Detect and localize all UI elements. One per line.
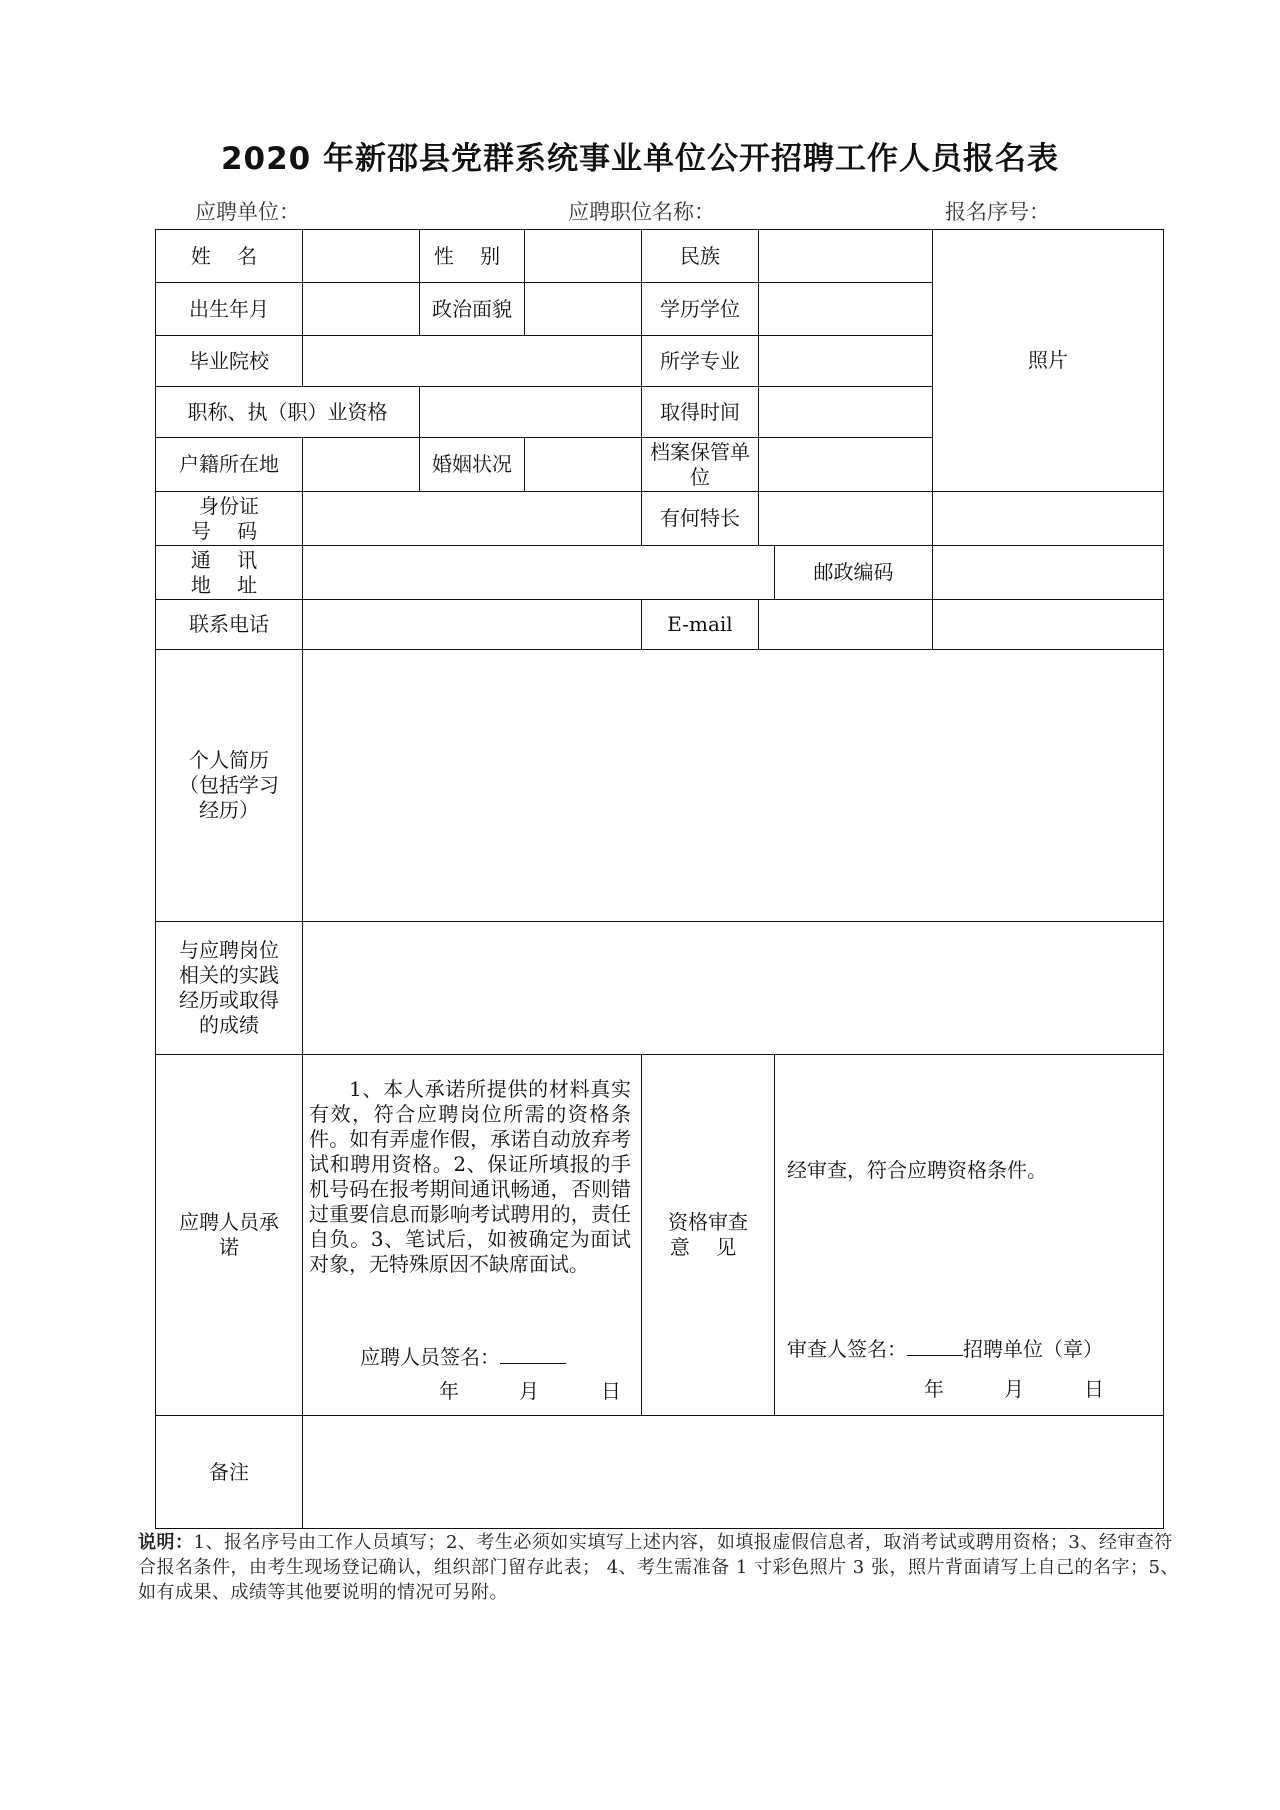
label-archive: 档案保管单位 (642, 438, 759, 492)
label-ethnicity: 民族 (642, 230, 759, 283)
field-birth[interactable] (303, 283, 420, 336)
label-address: 通 讯 地 址 (156, 546, 303, 600)
label-remarks: 备注 (156, 1416, 303, 1529)
label-practice: 与应聘岗位 相关的实践 经历或取得 的成绩 (156, 922, 303, 1055)
field-specialty-extra[interactable] (933, 492, 1164, 546)
field-household[interactable] (303, 438, 420, 492)
field-phone[interactable] (303, 600, 642, 650)
label-title-qualification: 职称、执（职）业资格 (156, 387, 420, 438)
field-practice[interactable] (303, 922, 1164, 1055)
field-email[interactable] (759, 600, 933, 650)
pledge-text: 1、本人承诺所提供的材料真实有效，符合应聘岗位所需的资格条件。如有弄虚作假，承诺自动放弃考试和聘用资格。2、保证所填报的手机号码在报考期间通讯畅通，否则错过重要信息而影响考试聘用的，责任自负。3、笔试后，如被确定为面试对象，无特殊原因不缺席面试。 (309, 1077, 631, 1276)
label-marital: 婚姻状况 (420, 438, 525, 492)
label-name: 姓 名 (156, 230, 303, 283)
field-resume[interactable] (303, 650, 1164, 922)
reviewer-signature[interactable]: 审查人签名： 招聘单位（章） (787, 1337, 1103, 1361)
field-specialty[interactable] (759, 492, 933, 546)
review-opinion-text: 经审查，符合应聘资格条件。 (787, 1158, 1047, 1182)
label-household: 户籍所在地 (156, 438, 303, 492)
review-date[interactable]: 年 月 日 (924, 1377, 1104, 1401)
label-obtained-time: 取得时间 (642, 387, 759, 438)
field-title-qualification[interactable] (420, 387, 642, 438)
field-education[interactable] (759, 283, 933, 336)
label-pledge: 应聘人员承 诺 (156, 1055, 303, 1416)
field-address[interactable] (303, 546, 775, 600)
review-cell (775, 1055, 1164, 1416)
form-title: 2020 年新邵县党群系统事业单位公开招聘工作人员报名表 (220, 141, 1060, 177)
registration-form-table (155, 229, 1164, 1529)
label-review: 资格审查 意 见 (642, 1055, 775, 1416)
field-id-number[interactable] (303, 492, 642, 546)
field-ethnicity[interactable] (759, 230, 933, 283)
applicant-date[interactable]: 年 月 日 (439, 1379, 621, 1403)
photo-box: 照片 (933, 230, 1164, 492)
field-gender[interactable] (525, 230, 642, 283)
applying-unit-label: 应聘单位： (195, 200, 300, 224)
label-id-number: 身份证 号 码 (156, 492, 303, 546)
label-postcode: 邮政编码 (775, 546, 933, 600)
serial-number-label: 报名序号： (945, 200, 1050, 224)
field-marital[interactable] (525, 438, 642, 492)
label-school: 毕业院校 (156, 336, 303, 387)
field-remarks[interactable] (303, 1416, 1164, 1529)
label-email: E-mail (642, 600, 759, 650)
pledge-cell (303, 1055, 642, 1416)
field-name[interactable] (303, 230, 420, 283)
label-major: 所学专业 (642, 336, 759, 387)
field-political[interactable] (525, 283, 642, 336)
label-political: 政治面貌 (420, 283, 525, 336)
applicant-signature[interactable]: 应聘人员签名： (360, 1345, 566, 1370)
label-education: 学历学位 (642, 283, 759, 336)
label-resume: 个人简历 （包括学习 经历） (156, 650, 303, 922)
field-major[interactable] (759, 336, 933, 387)
label-phone: 联系电话 (156, 600, 303, 650)
field-archive[interactable] (759, 438, 933, 492)
field-postcode[interactable] (933, 546, 1164, 600)
label-specialty: 有何特长 (642, 492, 759, 546)
label-gender: 性 别 (420, 230, 525, 283)
form-notes: 说明：1、报名序号由工作人员填写；2、考生必须如实填写上述内容，如填报虚假信息者，取消考试或聘用资格；3、经审查符合报名条件，由考生现场登记确认，组织部门留存此表； 4、考生需准备 1 寸彩色照片 3 张，照片背面请写上自己的名字；5、如有成果、成绩等其他要说明的情况可另附。 (138, 1532, 1179, 1603)
field-obtained-time[interactable] (759, 387, 933, 438)
field-email-extra[interactable] (933, 600, 1164, 650)
position-name-label: 应聘职位名称： (568, 200, 715, 224)
label-birth: 出生年月 (156, 283, 303, 336)
field-school[interactable] (303, 336, 642, 387)
